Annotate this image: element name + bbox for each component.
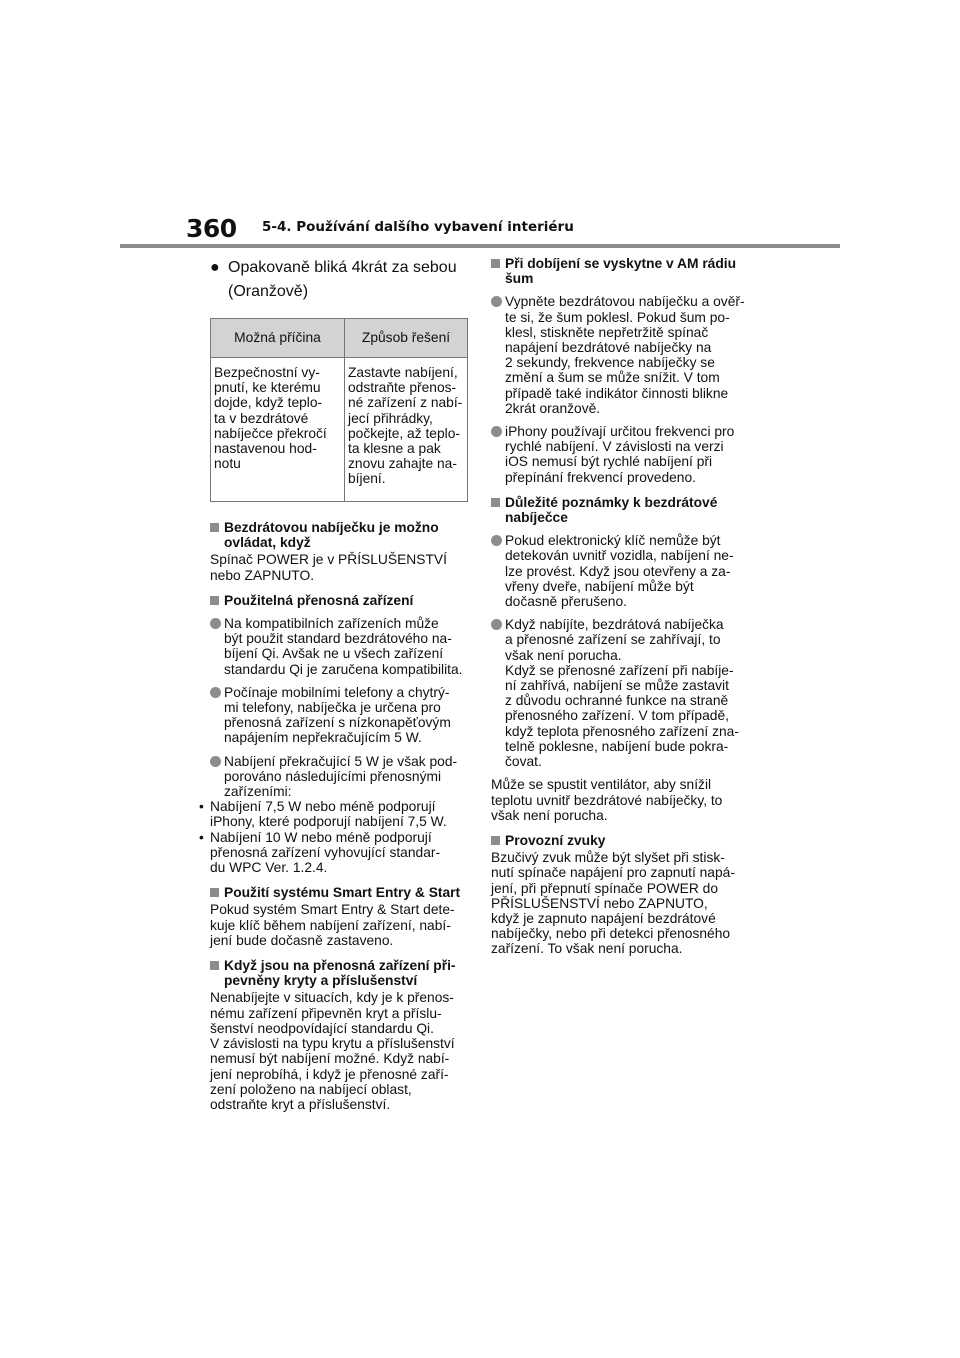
text-line: odstraňte přenos- — [348, 380, 457, 396]
text-line: 2krát oranžově. — [505, 400, 601, 416]
circle-bullet-icon — [210, 756, 221, 767]
text-line: notu — [214, 456, 241, 472]
text-line: z důvodu ochranné funkce na straně — [505, 693, 729, 709]
section-text — [491, 850, 747, 956]
text-line: šenství neodpovídající standardu Qi. — [210, 1020, 434, 1036]
section-title — [210, 885, 466, 900]
sub-list-item — [196, 799, 466, 829]
text-line: du WPC Ver. 1.2.4. — [210, 860, 328, 876]
text-line: Počínaje mobilními telefony a chytrý- — [224, 684, 450, 700]
text-line: zařízení. To však není porucha. — [491, 941, 683, 957]
circle-bullet-icon — [491, 426, 502, 437]
text-line: Nabíjení 7,5 W nebo méně podporují — [210, 799, 436, 815]
list-item — [210, 616, 466, 677]
text-line: šum — [505, 271, 534, 287]
text-line: pnutí, ke kterému — [214, 380, 321, 396]
text-line: pevněny kryty a příslušenství — [224, 973, 418, 989]
text-line: Provozní zvuky — [505, 832, 606, 848]
text-line: iOS nemusí být rychlé nabíjení při — [505, 454, 713, 470]
text-line: vřeny dveře, nabíjení může být — [505, 578, 694, 594]
text-line: Spínač POWER je v PŘÍSLUŠENSTVÍ — [210, 552, 447, 568]
text-line: když je zapnuto napájení bezdrátové — [491, 910, 716, 926]
text-line: Použitelná přenosná zařízení — [224, 592, 414, 608]
bullet-mark: • — [199, 799, 204, 815]
list-item — [491, 617, 747, 769]
text-line: Při dobíjení se vyskytne v AM rádiu — [505, 256, 737, 271]
circle-bullet-icon — [491, 535, 502, 546]
section-operating-sounds — [491, 833, 747, 957]
square-bullet-icon — [491, 836, 500, 845]
table-header-solution: Způsob řešení — [345, 319, 468, 358]
text-line: nabíječce — [505, 510, 568, 526]
bullet-mark: • — [199, 829, 204, 845]
square-bullet-icon — [210, 523, 219, 532]
text-line: případě také indikátor činnosti blikne — [505, 385, 729, 401]
text-line: Když se přenosné zařízení při nabíje- — [505, 662, 734, 678]
text-line: ta klesne a pak — [348, 441, 441, 457]
text-line: nebo ZAPNUTO. — [210, 567, 315, 583]
text-line: PŘÍSLUŠENSTVÍ nebo ZAPNUTO, — [491, 895, 708, 911]
list-item — [210, 754, 466, 800]
text-line: Nabíjení 10 W nebo méně podporují — [210, 829, 432, 845]
table-header-cause: Možná příčina — [211, 319, 345, 358]
header-rule — [120, 244, 840, 248]
text-line: nému zařízení připevněn kryt a příslu- — [210, 1005, 442, 1021]
text-line: Použití systému Smart Entry & Start — [224, 885, 461, 901]
sub-list-item — [196, 830, 466, 876]
square-bullet-icon — [491, 498, 500, 507]
section-compatible-devices — [199, 592, 466, 876]
circle-bullet-icon — [210, 687, 221, 698]
section-title — [491, 833, 747, 848]
text-line: iPhony používají určitou frekvenci pro — [505, 424, 735, 440]
text-line: Může se spustit ventilátor, aby snížil — [491, 777, 712, 793]
text-line: rychlé nabíjení. V závislosti na verzi — [505, 439, 724, 455]
square-bullet-icon — [210, 961, 219, 970]
status-heading-text — [228, 256, 466, 304]
text-line: Důležité poznámky k bezdrátové — [505, 494, 718, 510]
text-line: ní zahřívá, nabíjení se může zastavit — [505, 678, 729, 694]
text-line: čovat. — [505, 754, 542, 770]
text-line: Zastavte nabíjení, — [348, 365, 458, 380]
text-line: jení neprobíhá, i když je přenosné zaří- — [210, 1066, 449, 1082]
text-line: nabíječky, nebo při detekci přenosného — [491, 926, 731, 942]
cause-solution-table — [210, 318, 468, 502]
text-line: ta v bezdrátové — [214, 410, 309, 426]
text-line: Vypněte bezdrátovou nabíječku a ověř- — [505, 294, 745, 310]
text-line: standardu Qi je zaručena kompatibilita. — [224, 661, 463, 677]
text-line: když teplota přenosného zařízení zna- — [505, 723, 739, 739]
text-line: nutí spínače napájení pro zapnutí napá- — [491, 865, 735, 881]
section-operation-conditions — [210, 520, 466, 583]
text-line: Pokud elektronický klíč nemůže být — [505, 533, 721, 549]
page-number: 360 — [186, 214, 237, 243]
text-line: mi telefony, nabíječka je určena pro — [224, 700, 441, 716]
text-line: napájení bezdrátové nabíječky na — [505, 340, 712, 356]
text-line: jecí přihrádky, — [348, 410, 433, 426]
section-title — [491, 256, 747, 286]
bullet-dot-icon: ● — [210, 259, 220, 276]
text-line: Pokud systém Smart Entry & Start dete- — [210, 902, 455, 918]
text-line: zařízeními: — [224, 784, 292, 800]
text-line: porováno následujícími přenosnými — [224, 768, 442, 784]
circle-bullet-icon — [491, 296, 502, 307]
text-line: však není porucha. — [491, 807, 608, 823]
text-line: Na kompatibilních zařízeních může — [224, 616, 439, 632]
text-line: a přenosné zařízení se zahřívají, to — [505, 632, 721, 648]
section-am-radio-noise — [491, 256, 747, 485]
text-line: znovu zahajte na- — [348, 456, 457, 472]
text-line: Nenabíjejte v situacích, kdy je k přenos- — [210, 990, 454, 1006]
text-line: klesl, stiskněte nepřetržitě spínač — [505, 324, 709, 340]
list-item — [491, 424, 747, 485]
circle-bullet-icon — [210, 618, 221, 629]
section-smart-entry — [210, 885, 466, 948]
text-line: ovládat, když — [224, 535, 311, 551]
text-line: jení, při přepnutí spínače POWER do — [491, 880, 718, 896]
right-column — [491, 256, 747, 967]
text-line: bíjení Qi. Avšak ne u všech zařízení — [224, 646, 444, 662]
text-line: dočasně přerušeno. — [505, 594, 627, 610]
chapter-title: 5-4. Používání dalšího vybavení interiéru — [262, 219, 574, 235]
text-line: odstraňte kryt a příslušenství. — [210, 1096, 391, 1112]
text-line: přenosného zařízení. V tom případě, — [505, 708, 729, 724]
section-important-notes — [491, 495, 747, 823]
list-item — [210, 685, 466, 746]
left-column — [199, 256, 466, 1122]
list-item — [491, 294, 747, 416]
text-line: lze provést. Když jsou otevřeny a za- — [505, 563, 731, 579]
text-line: dojde, když teplo- — [214, 395, 323, 411]
text-line: né zařízení z nabí- — [348, 395, 463, 411]
table-cell-solution — [345, 358, 468, 502]
text-line: bíjení. — [348, 471, 386, 487]
text-line: telně poklesne, nabíjení bude pokra- — [505, 738, 729, 754]
text-line: Když nabíjíte, bezdrátová nabíječka — [505, 617, 724, 633]
table-row — [211, 358, 468, 502]
section-title — [210, 593, 466, 608]
text-line: být použit standard bezdrátového na- — [224, 631, 452, 647]
square-bullet-icon — [210, 888, 219, 897]
text-line: Bezpečnostní vy- — [214, 365, 320, 380]
text-line: kuje klíč během nabíjení zařízení, nabí- — [210, 917, 451, 933]
text-line: jení bude dočasně zastaveno. — [210, 932, 394, 948]
section-text — [210, 990, 466, 1112]
square-bullet-icon — [210, 596, 219, 605]
text-line: Bzučivý zvuk může být slyšet při stisk- — [491, 850, 725, 866]
text-line: Nabíjení překračující 5 W je však pod- — [224, 753, 458, 769]
text-line: nastavenou hod- — [214, 441, 317, 457]
text-line: Opakovaně bliká 4krát za sebou — [228, 259, 457, 276]
circle-bullet-icon — [491, 619, 502, 630]
square-bullet-icon — [491, 259, 500, 268]
section-text — [210, 552, 466, 582]
section-text — [210, 902, 466, 948]
text-line: zení položeno na nabíjecí oblast, — [210, 1081, 412, 1097]
table-cell-cause — [211, 358, 345, 502]
text-line: počkejte, až teplo- — [348, 425, 460, 441]
text-line: (Oranžově) — [228, 283, 309, 300]
text-line: však není porucha. — [505, 647, 622, 663]
list-item — [491, 533, 747, 609]
text-line: přenosná zařízení vyhovující standar- — [210, 844, 441, 860]
section-text — [491, 777, 747, 823]
text-line: změní a šum se může snížit. V tom — [505, 370, 720, 386]
status-heading — [210, 256, 466, 304]
text-line: napájením nepřekračujícím 5 W. — [224, 730, 422, 746]
text-line: V závislosti na typu krytu a příslušenství — [210, 1036, 455, 1052]
text-line: Když jsou na přenosná zařízení při- — [224, 958, 456, 974]
section-title — [491, 495, 747, 525]
text-line: přenosná zařízení s nízkonapěťovým — [224, 715, 451, 731]
section-title — [210, 958, 466, 988]
text-line: iPhony, které podporují nabíjení 7,5 W. — [210, 814, 447, 830]
text-line: přepínání frekvencí provedeno. — [505, 469, 696, 485]
text-line: te si, že šum poklesl. Pokud šum po- — [505, 309, 730, 325]
text-line: teplotu uvnitř bezdrátové nabíječky, to — [491, 792, 723, 808]
text-line: nabíječce překročí — [214, 425, 327, 441]
text-line: 2 sekundy, frekvence nabíječky se — [505, 355, 715, 371]
section-title — [210, 520, 466, 550]
text-line: Bezdrátovou nabíječku je možno — [224, 520, 439, 535]
text-line: nemusí být nabíjení možné. Když nabí- — [210, 1051, 450, 1067]
text-line: detekován uvnitř vozidla, nabíjení ne- — [505, 548, 734, 564]
section-covers-accessories — [210, 958, 466, 1112]
